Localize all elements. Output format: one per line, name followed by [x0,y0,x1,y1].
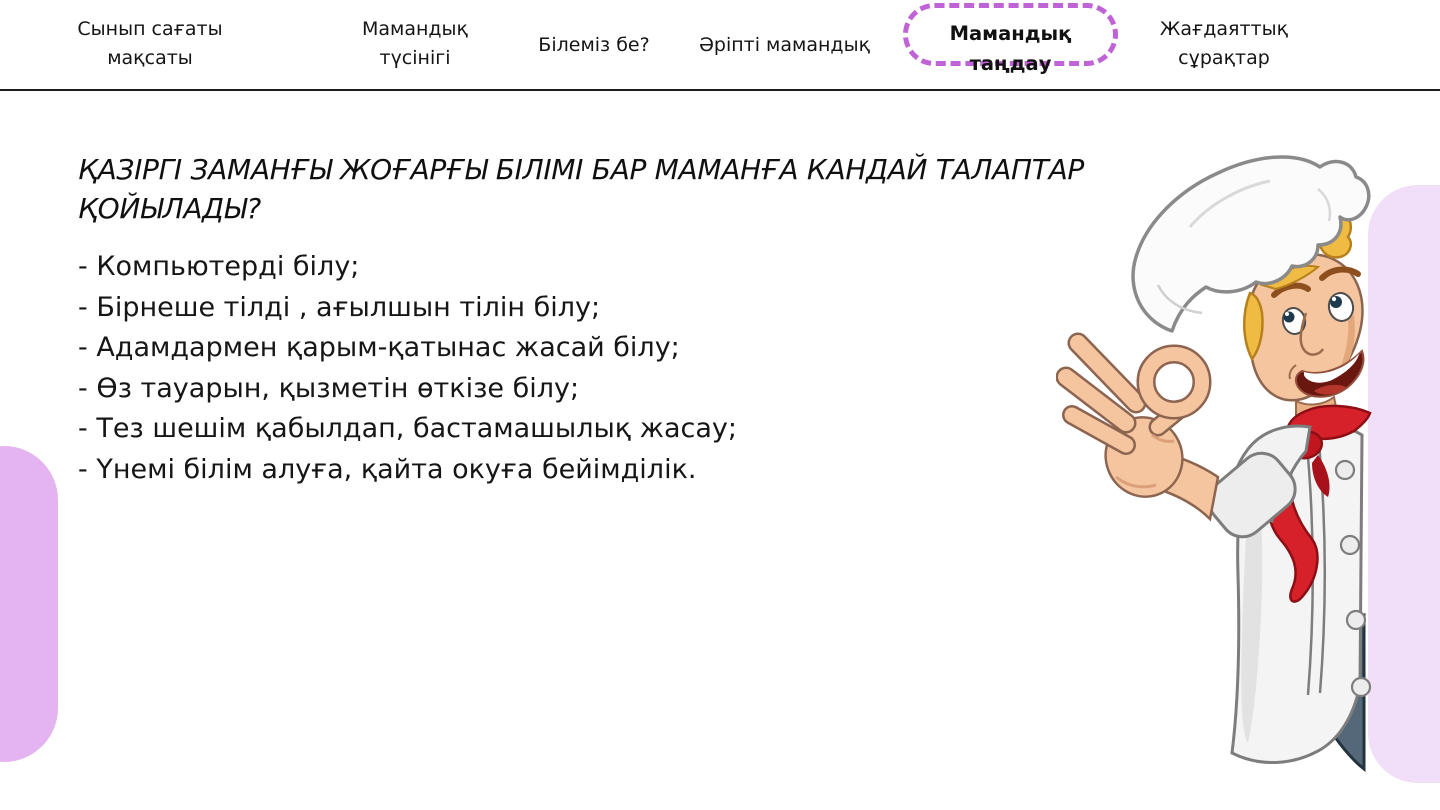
requirements-list [78,247,798,490]
nav-tab-mamandyq-tandau-active[interactable] [903,3,1118,75]
nav-tab-aripti-mamandyq[interactable]: Әріпті мамандық [698,34,871,56]
chef-ok-gesture-illustration [1056,135,1376,810]
list-item: - Адамдармен қарым-қатынас жасай білу; [78,332,680,363]
right-decorative-pill [1368,185,1440,783]
list-item: - Бірнеше тілді , ағылшын тілін білу; [78,291,601,323]
nav-tab-zhagdayattyq-suraqtar[interactable]: Жағдаяттық сұрақтар [1159,18,1289,69]
nav-tab-bilemiz-be[interactable]: Білеміз бе? [538,34,650,56]
list-item: - Үнемі білім алуға, қайта окуға бейімділік. [78,453,697,485]
nav-divider [0,89,1440,91]
list-item: - Өз тауарын, қызметін өткізе білу; [78,372,580,404]
active-tab-label: Мамандық таңдау [949,22,1072,75]
left-decorative-pill [0,446,58,762]
nav-tab-synyp-sagaty[interactable]: Сынып сағаты мақсаты [77,18,223,69]
nav-tab-mamandyq-tusinigi[interactable]: Мамандық түсінігі [361,18,469,69]
slide-heading: ҚАЗІРГІ ЗАМАНҒЫ ЖОҒАРҒЫ БІЛІМІ БАР МАМАНҒА КАНДАЙ ТАЛАПТАР ҚОЙЫЛАДЫ? [78,153,1085,225]
list-item: - Тез шешім қабылдап, бастамашылық жасау; [78,413,738,444]
list-item: - Компьютерді білу; [78,251,360,282]
